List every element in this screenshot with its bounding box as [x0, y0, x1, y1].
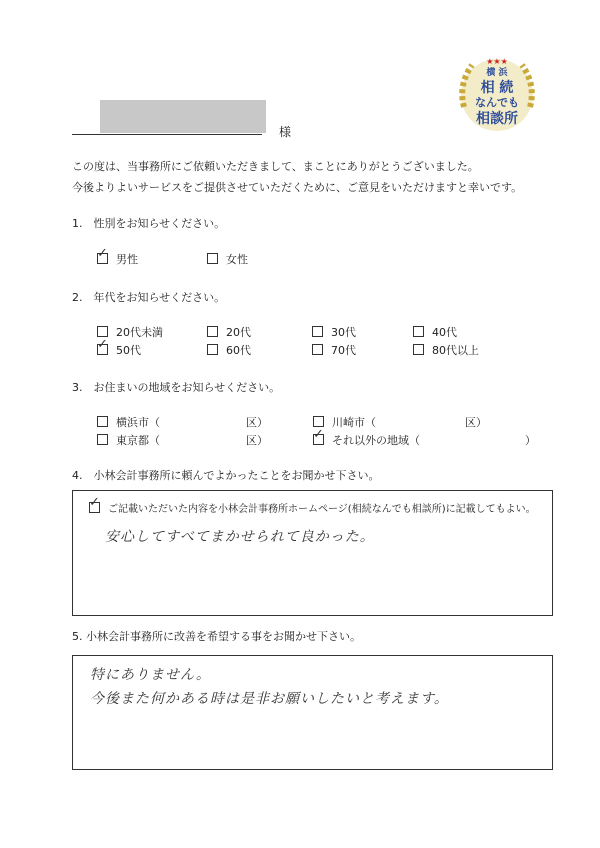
- option-female-label: 女性: [226, 253, 248, 266]
- option-age-40s[interactable]: [413, 324, 457, 340]
- option-yokohama-suffix: 区）: [246, 416, 268, 429]
- option-yokohama[interactable]: [97, 414, 160, 430]
- logo-line3: なんでも: [475, 96, 519, 109]
- option-kawasaki-label: 川崎市（: [332, 416, 376, 429]
- option-age-60s-label: 60代: [226, 344, 251, 357]
- checkbox-age-under20[interactable]: [97, 326, 108, 337]
- question-1-label: 1. 性別をお知らせください。: [72, 217, 226, 230]
- intro-line-2: 今後よりよいサービスをご提供させていただくために、ご意見をいただけますと幸いです。: [72, 181, 523, 194]
- option-age-80plus-label: 80代以上: [432, 344, 479, 357]
- name-underline: [72, 134, 262, 135]
- logo-line1: 横 浜: [486, 68, 508, 78]
- option-male-label: 男性: [116, 253, 138, 266]
- consent-label: ご記載いただいた内容を小林会計事務所ホームページ(相続なんでも相談所)に記載してもよい。: [108, 504, 536, 515]
- option-age-80plus[interactable]: [413, 342, 479, 358]
- question-5-label: 5. 小林会計事務所に改善を希望する事をお聞かせ下さい。: [72, 630, 361, 643]
- redacted-name: [100, 100, 266, 133]
- checkbox-tokyo[interactable]: [97, 434, 108, 445]
- checkbox-age-30s[interactable]: [312, 326, 323, 337]
- question-2-label: 2. 年代をお知らせください。: [72, 291, 226, 304]
- checkbox-yokohama[interactable]: [97, 416, 108, 427]
- checkbox-age-50s[interactable]: [97, 344, 108, 355]
- option-other-region-label: それ以外の地域（: [332, 434, 420, 447]
- option-tokyo-suffix: 区）: [246, 434, 268, 447]
- checkbox-age-60s[interactable]: [207, 344, 218, 355]
- logo-line4: 相談所: [476, 111, 518, 127]
- option-age-40s-label: 40代: [432, 326, 457, 339]
- laurel-logo-icon: [450, 55, 545, 135]
- question-4-label: 4. 小林会計事務所に頼んでよかったことをお聞かせ下さい。: [72, 469, 380, 482]
- checkbox-consent[interactable]: [89, 502, 100, 513]
- option-age-50s[interactable]: [97, 342, 141, 358]
- checkbox-kawasaki[interactable]: [313, 416, 324, 427]
- checkbox-age-20s[interactable]: [207, 326, 218, 337]
- checkbox-age-40s[interactable]: [413, 326, 424, 337]
- q5-handwritten-line-2: 今後また何かある時は是非お願いしたいと考えます。: [90, 691, 449, 707]
- option-age-50s-label: 50代: [116, 344, 141, 357]
- checkbox-female[interactable]: [207, 253, 218, 264]
- option-yokohama-label: 横浜市（: [116, 416, 160, 429]
- honorific: 様: [279, 125, 292, 139]
- option-age-60s[interactable]: [207, 342, 251, 358]
- logo: [450, 55, 545, 135]
- checkbox-male[interactable]: [97, 253, 108, 264]
- option-age-30s-label: 30代: [331, 326, 356, 339]
- option-age-30s[interactable]: [312, 324, 356, 340]
- checkbox-other-region[interactable]: [313, 434, 324, 445]
- intro-line-1: この度は、当事務所にご依頼いただきまして、まことにありがとうございました。: [72, 160, 479, 173]
- option-tokyo-label: 東京都（: [116, 434, 160, 447]
- checkbox-age-70s[interactable]: [312, 344, 323, 355]
- logo-stars: ★★★: [486, 57, 508, 66]
- option-age-70s-label: 70代: [331, 344, 356, 357]
- option-female[interactable]: [207, 251, 248, 267]
- q5-handwritten-line-1: 特にありません。: [90, 667, 211, 683]
- option-age-under20-label: 20代未満: [116, 326, 163, 339]
- option-other-region[interactable]: [313, 432, 420, 448]
- option-kawasaki-suffix: 区）: [465, 416, 487, 429]
- option-age-70s[interactable]: [312, 342, 356, 358]
- option-tokyo[interactable]: [97, 432, 160, 448]
- checkbox-age-80plus[interactable]: [413, 344, 424, 355]
- question-3-label: 3. お住まいの地域をお知らせください。: [72, 381, 281, 394]
- q4-handwritten-answer: 安心してすべてまかせられて良かった。: [105, 529, 375, 545]
- consent-option[interactable]: [89, 500, 536, 515]
- option-other-region-suffix: ）: [525, 434, 536, 447]
- option-male[interactable]: [97, 251, 138, 267]
- option-age-20s[interactable]: [207, 324, 251, 340]
- option-age-20s-label: 20代: [226, 326, 251, 339]
- logo-line2: 相 続: [480, 80, 514, 96]
